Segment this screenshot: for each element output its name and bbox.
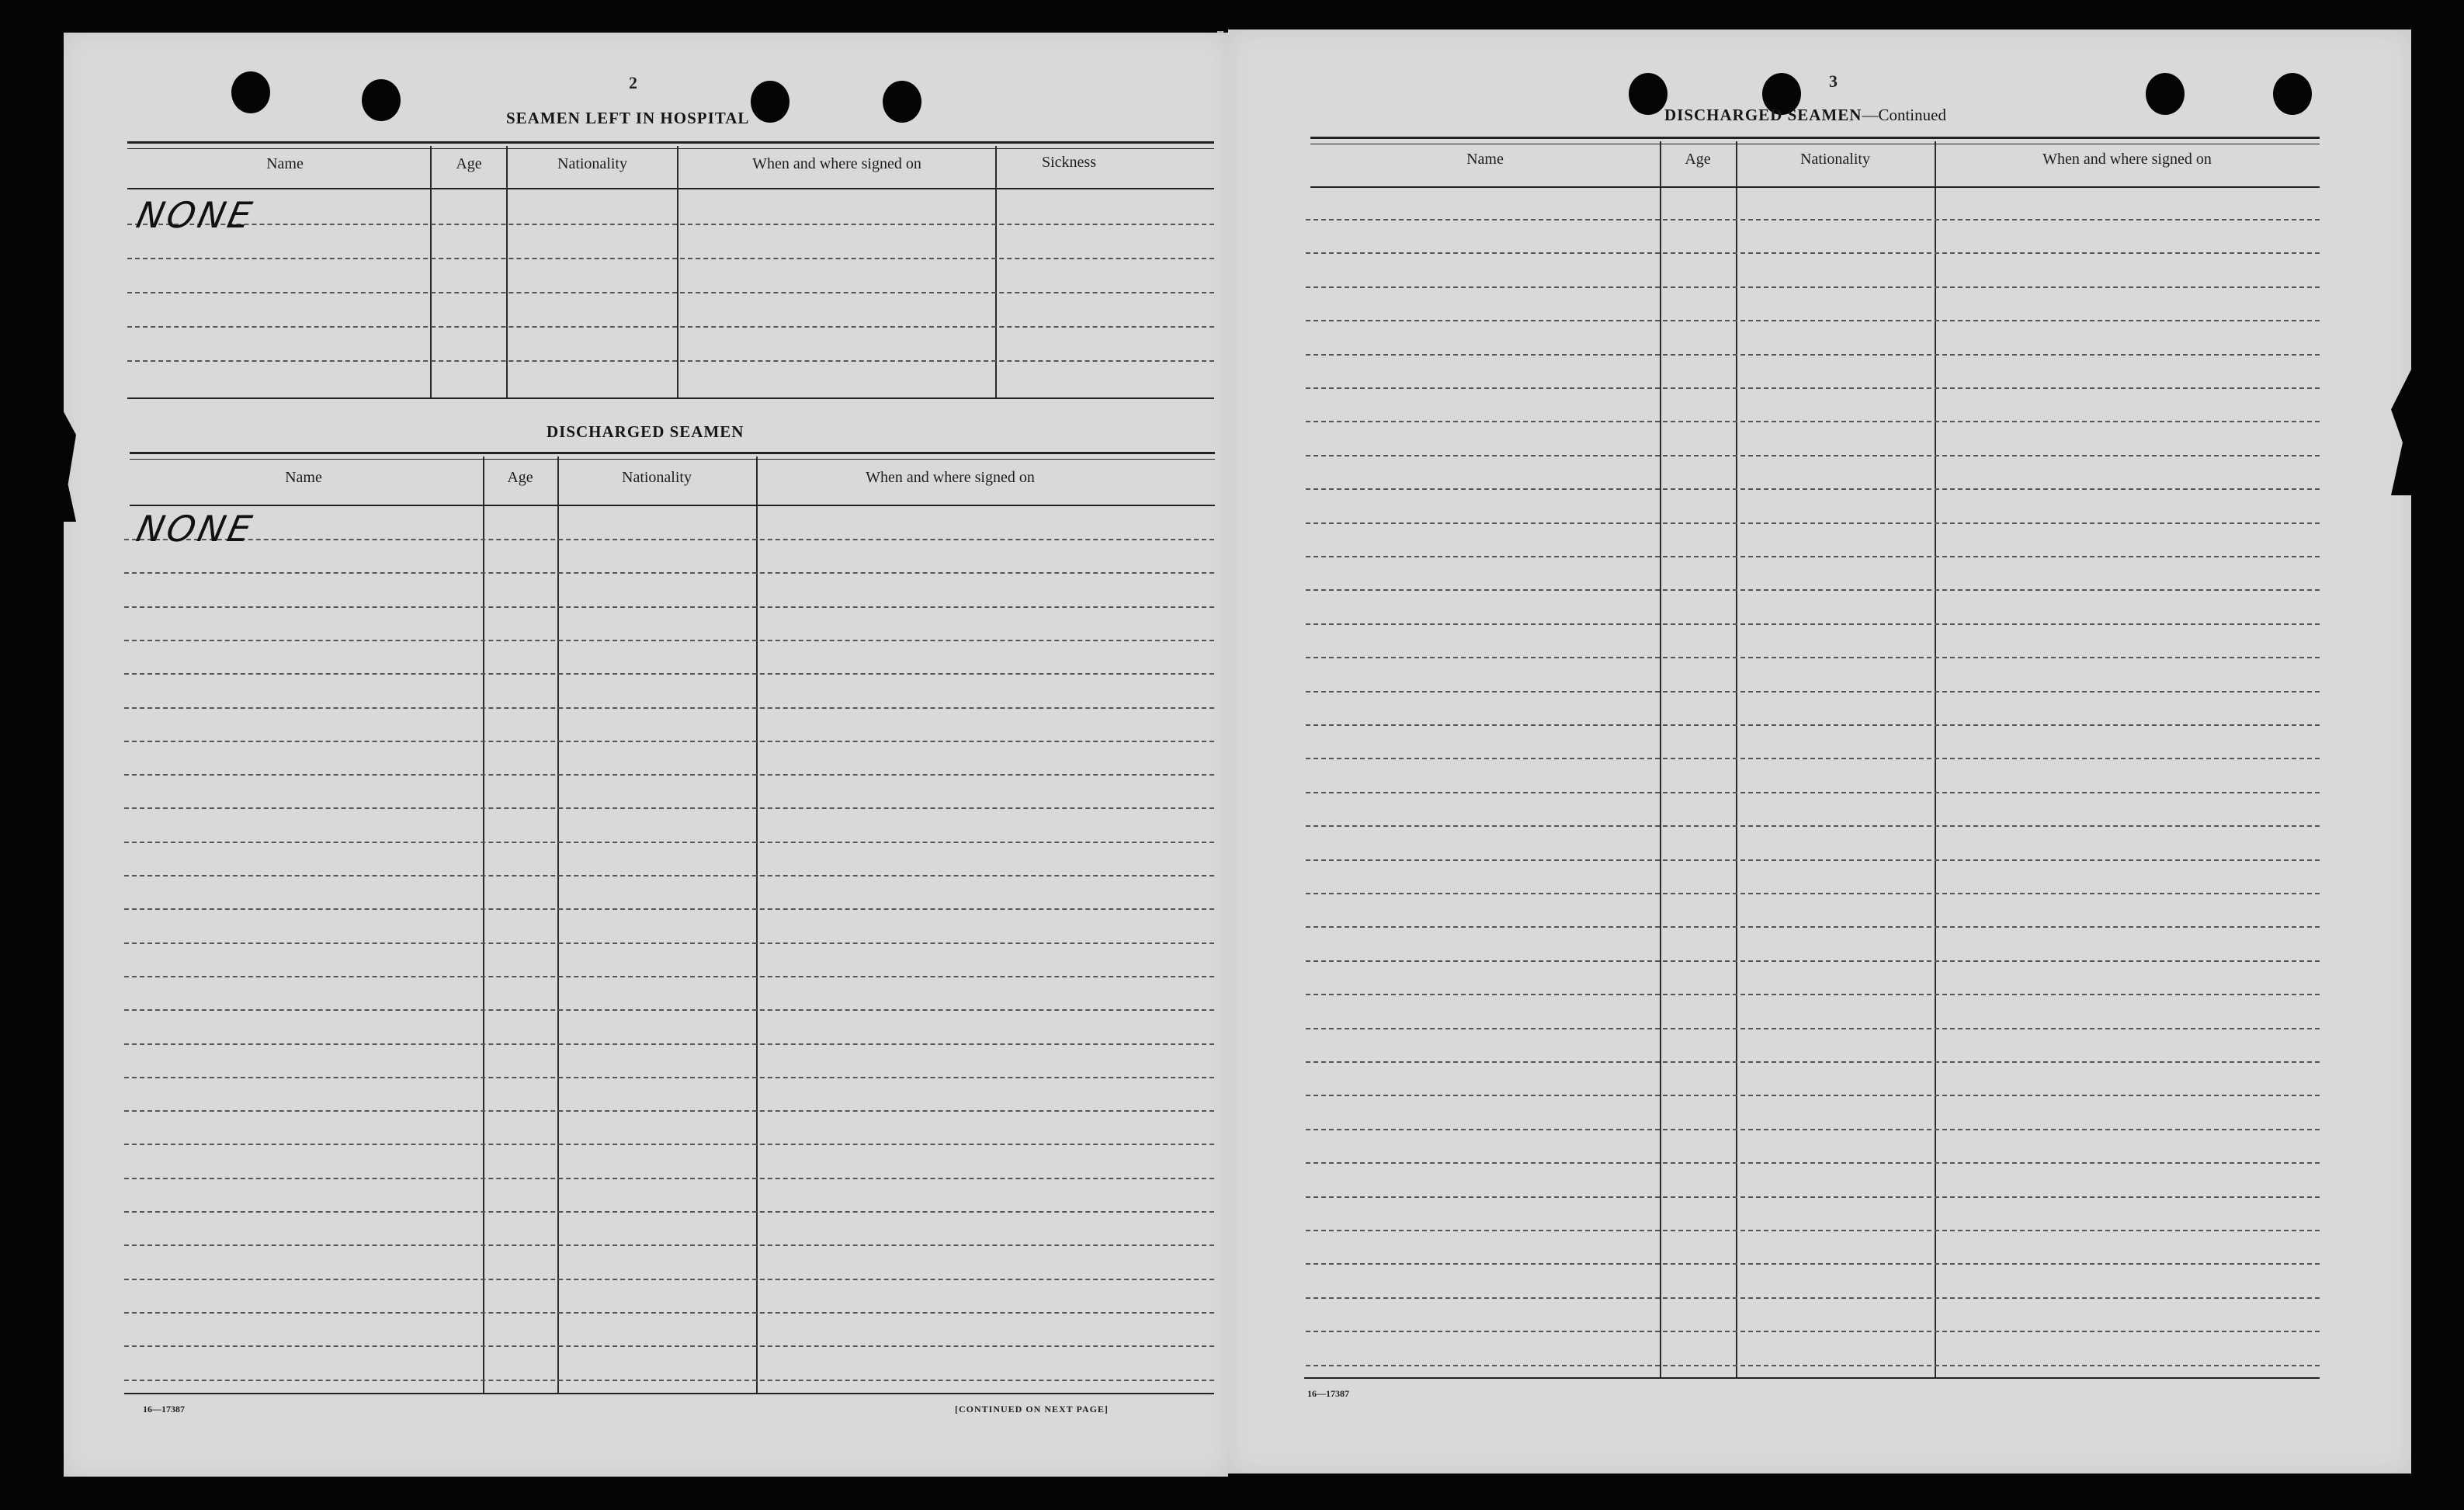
column-divider: [1736, 141, 1737, 1379]
table-row: [1306, 286, 2320, 288]
table-row: [124, 1312, 1214, 1314]
table-row: [124, 1077, 1214, 1078]
table-row: [1306, 893, 2320, 894]
column-header-name: Name: [285, 469, 322, 486]
table-bottom-rule: [127, 397, 1214, 399]
punch-hole: [231, 71, 270, 113]
table-row: [1306, 691, 2320, 693]
table-row: [124, 1211, 1214, 1213]
page-number: 2: [629, 73, 637, 92]
section-title-discharged: DISCHARGED SEAMEN: [547, 422, 744, 441]
table-row: [1306, 623, 2320, 625]
table-row: [127, 292, 1214, 293]
column-header-age: Age: [1685, 151, 1711, 168]
table-row: [124, 908, 1214, 910]
table-row: [124, 1110, 1214, 1112]
header-rule: [127, 188, 1214, 189]
table-row: [1306, 1230, 2320, 1231]
table-bottom-rule: [1304, 1377, 2320, 1379]
table-row: [1306, 1331, 2320, 1332]
section-title-suffix: —Continued: [1862, 106, 1946, 124]
table-row: [1306, 354, 2320, 356]
table-row: [1306, 859, 2320, 861]
torn-edge: [2391, 363, 2414, 495]
column-header-age: Age: [456, 155, 482, 172]
section-title-discharged-continued: [1664, 106, 1946, 125]
torn-edge: [56, 397, 76, 522]
table-bottom-rule: [124, 1393, 1214, 1394]
table-row: [1306, 657, 2320, 658]
column-header-age: Age: [507, 469, 533, 486]
column-divider: [483, 456, 484, 1394]
continued-note: [CONTINUED ON NEXT PAGE]: [955, 1404, 1109, 1415]
table-row: [1306, 252, 2320, 254]
table-row: [1306, 1129, 2320, 1130]
header-rule: [1310, 186, 2320, 188]
table-row: [1306, 1365, 2320, 1366]
table-row: [1306, 926, 2320, 928]
column-header-name: Name: [1466, 151, 1504, 168]
column-header-nationality: Nationality: [622, 469, 692, 486]
right-page: [1228, 30, 2411, 1474]
table-row: [124, 1043, 1214, 1045]
column-header-nationality: Nationality: [1800, 151, 1870, 168]
section-title-text: DISCHARGED SEAMEN: [1664, 106, 1862, 124]
table-row: [124, 1380, 1214, 1381]
table-row: [1306, 1297, 2320, 1299]
table-row: [124, 1009, 1214, 1011]
table-row: [124, 673, 1214, 675]
table-row: [127, 326, 1214, 328]
table-top-rule: [1310, 137, 2320, 144]
form-code: 16—17387: [143, 1404, 185, 1415]
table-row: [124, 774, 1214, 776]
table-row: [1306, 421, 2320, 422]
table-row: [1306, 792, 2320, 793]
column-divider: [1660, 141, 1661, 1379]
column-header-signed-on: When and where signed on: [752, 155, 921, 172]
punch-hole: [1629, 73, 1668, 115]
page-number: 3: [1829, 71, 1838, 91]
punch-hole: [883, 81, 921, 123]
table-row: [124, 741, 1214, 742]
punch-hole: [2273, 73, 2312, 115]
table-row: [1306, 1028, 2320, 1029]
table-row: [1306, 1095, 2320, 1096]
column-divider: [1935, 141, 1936, 1379]
table-row: [1306, 556, 2320, 557]
column-divider: [756, 456, 758, 1394]
table-row: [127, 224, 1214, 225]
table-row: [124, 807, 1214, 809]
punch-hole: [751, 81, 790, 123]
table-row: [124, 539, 1214, 540]
table-row: [124, 942, 1214, 944]
table-row: [124, 606, 1214, 608]
table-row: [124, 1345, 1214, 1347]
column-header-name: Name: [266, 155, 304, 172]
column-header-signed-on: When and where signed on: [866, 469, 1035, 486]
table-row: [1306, 455, 2320, 456]
table-row: [1306, 758, 2320, 759]
table-row: [124, 572, 1214, 574]
table-row: [1306, 825, 2320, 827]
table-row: [124, 875, 1214, 876]
table-row: [1306, 320, 2320, 321]
table-row: [124, 640, 1214, 641]
table-row: [1306, 1162, 2320, 1164]
table-row: [1306, 219, 2320, 220]
table-row: [127, 360, 1214, 362]
table-row: [1306, 1061, 2320, 1063]
section-title-hospital: SEAMEN LEFT IN HOSPITAL: [506, 109, 750, 127]
form-code: 16—17387: [1307, 1388, 1349, 1399]
table-top-rule: [130, 452, 1215, 460]
table-row: [1306, 1263, 2320, 1265]
header-rule: [130, 505, 1215, 506]
table-row: [1306, 994, 2320, 995]
left-page: [64, 33, 1228, 1477]
table-row: [1306, 522, 2320, 524]
punch-hole: [362, 79, 401, 121]
table-row: [124, 976, 1214, 977]
column-header-signed-on: When and where signed on: [2042, 151, 2212, 168]
table-row: [124, 1144, 1214, 1145]
table-row: [1306, 387, 2320, 389]
handwritten-entry-discharged: NONE: [133, 508, 259, 550]
table-row: [124, 707, 1214, 709]
column-header-sickness: Sickness: [1042, 154, 1096, 171]
table-row: [124, 1178, 1214, 1179]
table-row: [124, 1279, 1214, 1280]
table-row: [124, 842, 1214, 843]
table-row: [1306, 488, 2320, 490]
table-row: [1306, 960, 2320, 962]
table-row: [1306, 589, 2320, 591]
handwritten-entry-hospital: NONE: [133, 194, 259, 236]
column-divider: [557, 456, 559, 1394]
table-row: [1306, 724, 2320, 726]
table-row: [1306, 1196, 2320, 1198]
table-row: [127, 258, 1214, 259]
punch-hole: [2146, 73, 2185, 115]
column-header-nationality: Nationality: [557, 155, 627, 172]
table-top-rule: [127, 141, 1214, 149]
table-row: [124, 1244, 1214, 1246]
